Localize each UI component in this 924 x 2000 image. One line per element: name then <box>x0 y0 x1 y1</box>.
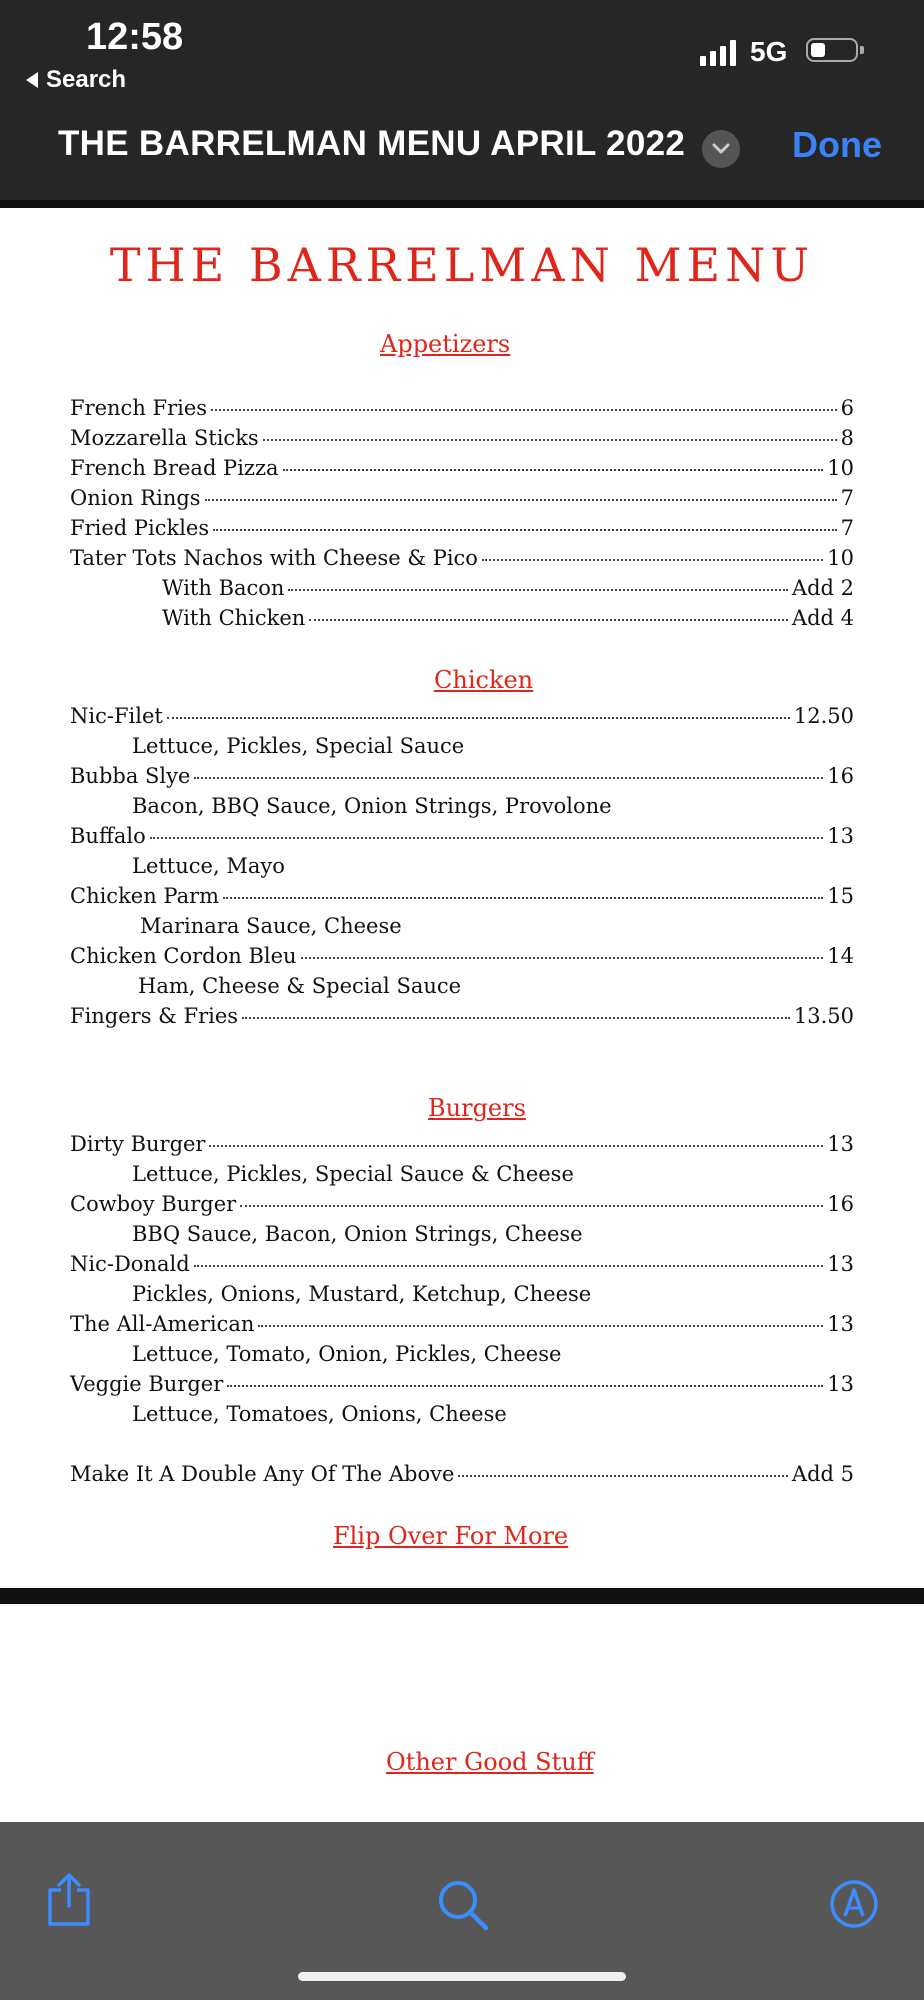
chevron-down-icon <box>702 130 740 168</box>
back-triangle-icon <box>26 72 38 88</box>
menu-item: Chicken Parm 15 <box>70 884 854 908</box>
menu-item: Dirty Burger 13 <box>70 1132 854 1156</box>
menu-item: Buffalo 13 <box>70 824 854 848</box>
page-separator <box>0 1588 924 1604</box>
section-heading-chicken: Chicken <box>434 666 534 694</box>
share-button[interactable] <box>44 1872 94 1933</box>
search-icon <box>436 1878 490 1932</box>
menu-item: Cowboy Burger 16 <box>70 1192 854 1216</box>
pdf-page-2 <box>0 1604 924 1822</box>
menu-item: Nic-Filet 12.50 <box>70 704 854 728</box>
battery-icon <box>806 38 858 62</box>
divider <box>0 200 924 208</box>
menu-item-description: Lettuce, Tomato, Onion, Pickles, Cheese <box>132 1342 562 1366</box>
menu-item: Fried Pickles 7 <box>70 516 854 540</box>
back-to-search-link[interactable] <box>26 66 126 94</box>
menu-item: Veggie Burger 13 <box>70 1372 854 1396</box>
menu-item-double: Make It A Double Any Of The Above Add 5 <box>70 1462 854 1486</box>
section-heading-appetizers: Appetizers <box>380 330 511 358</box>
home-indicator[interactable] <box>298 1972 626 1981</box>
menu-item: The All-American 13 <box>70 1312 854 1336</box>
menu-item: Mozzarella Sticks 8 <box>70 426 854 450</box>
done-button[interactable]: Done <box>792 124 882 165</box>
search-button[interactable] <box>436 1878 490 1937</box>
menu-item: French Bread Pizza 10 <box>70 456 854 480</box>
menu-title: THE BARRELMAN MENU <box>109 238 815 292</box>
pdf-page-1 <box>0 208 924 1588</box>
title-menu-chevron-button[interactable] <box>702 130 740 168</box>
document-title[interactable]: THE BARRELMAN MENU APRIL 2022 <box>58 124 686 163</box>
menu-item-description: Marinara Sauce, Cheese <box>140 914 402 938</box>
signal-strength-icon <box>700 38 736 66</box>
menu-item: French Fries 6 <box>70 396 854 420</box>
menu-item: Tater Tots Nachos with Cheese & Pico 10 <box>70 546 854 570</box>
menu-item: With Chicken Add 4 <box>162 606 854 630</box>
menu-item-description: Lettuce, Tomatoes, Onions, Cheese <box>132 1402 507 1426</box>
menu-item: Onion Rings 7 <box>70 486 854 510</box>
menu-item-description: BBQ Sauce, Bacon, Onion Strings, Cheese <box>132 1222 583 1246</box>
menu-item-description: Ham, Cheese & Special Sauce <box>138 974 462 998</box>
menu-item: Bubba Slye 16 <box>70 764 854 788</box>
menu-item: Nic-Donald 13 <box>70 1252 854 1276</box>
status-time: 12:58 <box>86 16 184 58</box>
network-type: 5G <box>750 36 788 67</box>
section-heading-other-good-stuff: Other Good Stuff <box>386 1748 594 1776</box>
share-icon <box>44 1872 94 1928</box>
menu-item: Chicken Cordon Bleu 14 <box>70 944 854 968</box>
menu-item-description: Bacon, BBQ Sauce, Onion Strings, Provolone <box>132 794 612 818</box>
markup-button[interactable] <box>828 1878 880 1935</box>
document-nav-bar <box>0 100 924 200</box>
flip-over-note: Flip Over For More <box>333 1522 569 1550</box>
markup-icon <box>828 1878 880 1930</box>
menu-item: Fingers & Fries 13.50 <box>70 1004 854 1028</box>
menu-item-description: Pickles, Onions, Mustard, Ketchup, Cheese <box>132 1282 592 1306</box>
status-bar <box>0 0 924 100</box>
menu-item-description: Lettuce, Mayo <box>132 854 285 878</box>
back-label: Search <box>46 66 127 93</box>
section-heading-burgers: Burgers <box>428 1094 526 1122</box>
menu-item-description: Lettuce, Pickles, Special Sauce & Cheese <box>132 1162 574 1186</box>
menu-item-description: Lettuce, Pickles, Special Sauce <box>132 734 465 758</box>
menu-item: With Bacon Add 2 <box>162 576 854 600</box>
